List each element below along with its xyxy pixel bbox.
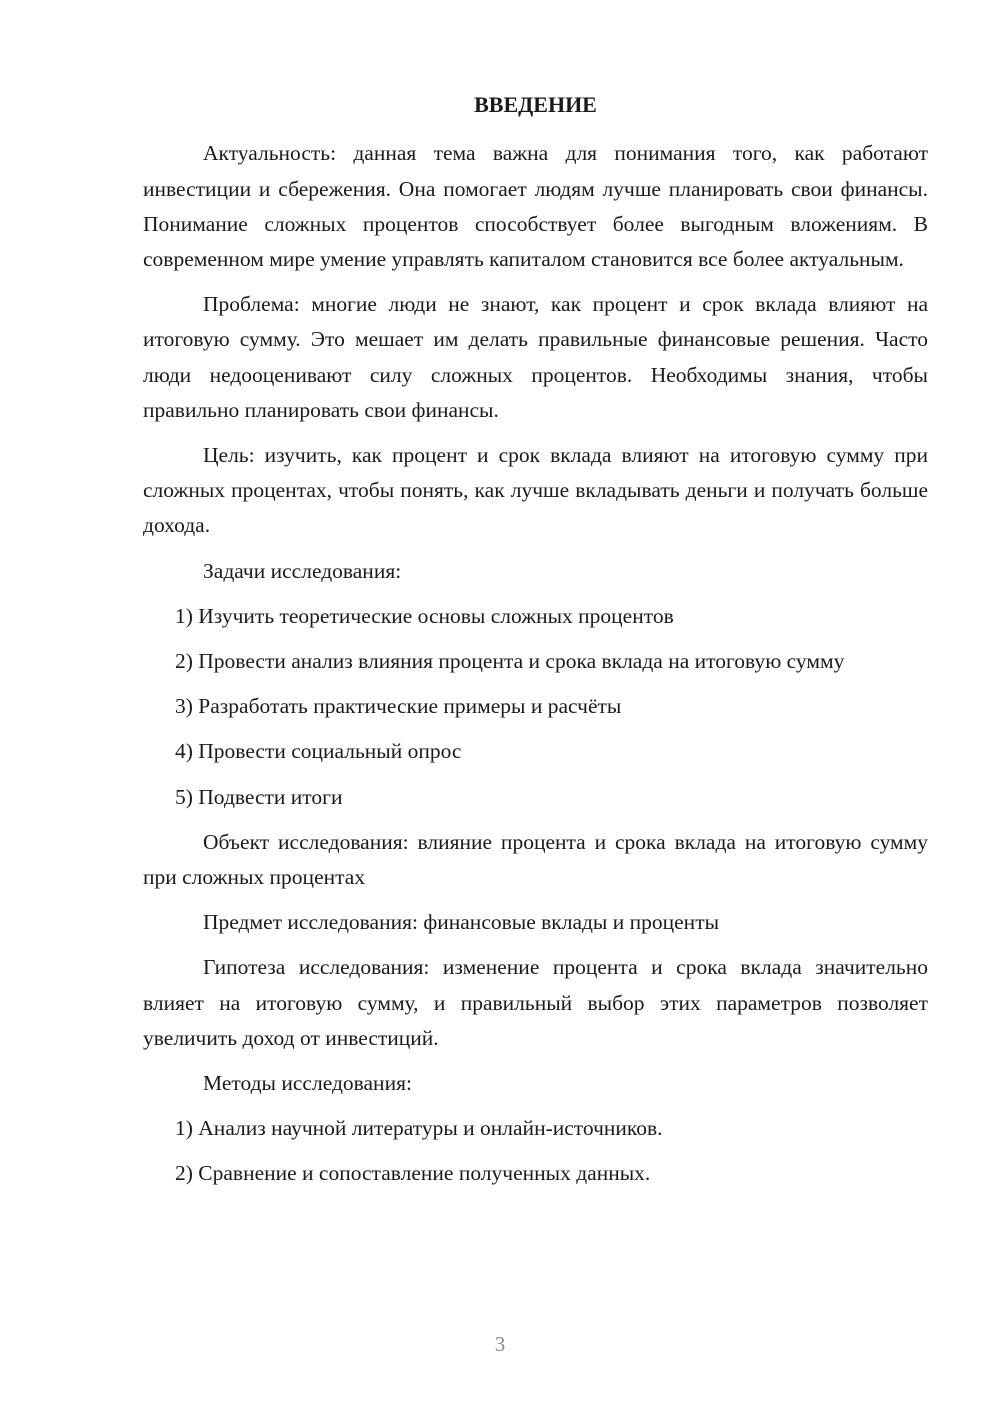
page-title: ВВЕДЕНИЕ — [474, 92, 597, 117]
task-item-3: 3) Разработать практические примеры и расчёты — [175, 694, 622, 719]
document-page — [143, 92, 928, 1202]
method-item-1: 1) Анализ научной литературы и онлайн-источников. — [175, 1116, 663, 1141]
subject-paragraph: Предмет исследования: финансовые вклады и проценты — [203, 910, 720, 935]
relevance-paragraph: Актуальность: данная тема важна для понимания того, как работают инвестиции и сбережения. Она помогает людям лучше планировать свои финансы. Понимание сложных процентов способствует более выгодным вложениям. В современном мире умение управлять капиталом становится все более актуальным. — [143, 141, 928, 271]
method-item-2: 2) Сравнение и сопоставление полученных данных. — [175, 1161, 651, 1186]
task-item-4: 4) Провести социальный опрос — [175, 739, 462, 764]
goal-paragraph: Цель: изучить, как процент и срок вклада влияют на итоговую сумму при сложных процентах, чтобы понять, как лучше вкладывать деньги и получать больше дохода. — [143, 443, 928, 538]
tasks-title: Задачи исследования: — [203, 558, 402, 583]
task-item-1: 1) Изучить теоретические основы сложных процентов — [175, 603, 674, 628]
hypothesis-paragraph: Гипотеза исследования: изменение процента и срока вклада значительно влияет на итоговую сумму, и правильный выбор этих параметров позволяет увеличить доход от инвестиций. — [143, 955, 928, 1050]
page-number: 3 — [494, 1332, 506, 1356]
task-item-5: 5) Подвести итоги — [175, 784, 343, 809]
object-paragraph: Объект исследования: влияние процента и срока вклада на итоговую сумму при сложных процентах — [143, 829, 928, 890]
task-item-2: 2) Провести анализ влияния процента и срока вклада на итоговую сумму — [175, 649, 845, 674]
problem-paragraph: Проблема: многие люди не знают, как процент и срок вклада влияют на итоговую сумму. Это мешает им делать правильные финансовые решения. Часто люди недооценивают силу сложных процентов. Необходимы знания, чтобы правильно планировать свои финансы. — [143, 292, 928, 422]
methods-title: Методы исследования: — [203, 1071, 412, 1096]
